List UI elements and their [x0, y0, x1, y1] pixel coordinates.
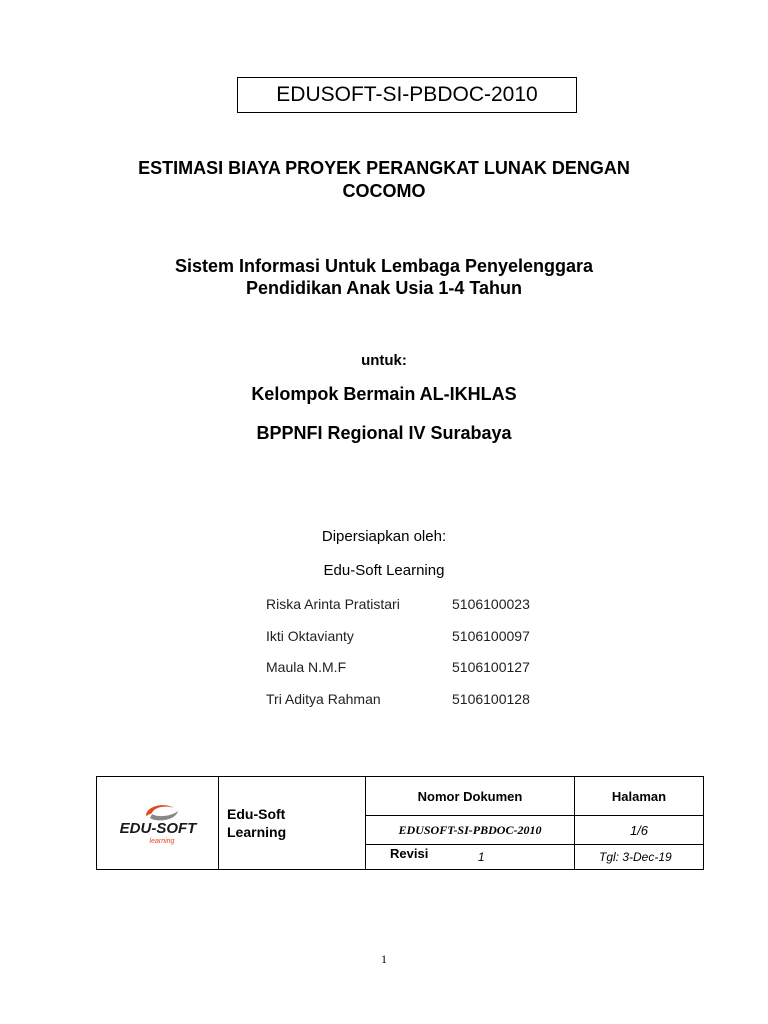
client-name: Kelompok Bermain AL-IKHLAS — [251, 384, 517, 404]
member-id: 5106100128 — [452, 690, 530, 707]
subtitle-line-2: Pendidikan Anak Usia 1-4 Tahun — [245, 278, 523, 298]
page-value: 1/6 — [575, 816, 704, 845]
member-id: 5106100023 — [452, 596, 530, 612]
title-line-1: ESTIMASI BIAYA PROYEK PERANGKAT LUNAK DENGAN — [138, 158, 630, 178]
document-subtitle — [0, 255, 768, 299]
logo-cell — [97, 777, 219, 870]
member-id: 5106100127 — [452, 659, 530, 675]
member-id: 5106100097 — [452, 627, 530, 644]
revision-value: 1 — [477, 850, 485, 864]
for-label: untuk: — [361, 352, 407, 369]
title-line-2: COCOMO — [342, 181, 426, 201]
date-cell: Tgl: 3-Dec-19 — [575, 845, 704, 870]
list-item — [266, 596, 572, 628]
member-name: Maula N.M.F — [266, 659, 347, 675]
prepared-by-label: Dipersiapkan oleh: — [321, 528, 447, 545]
document-number-header: Nomor Dokumen — [366, 777, 575, 816]
member-name: Tri Aditya Rahman — [266, 690, 381, 707]
footer-org-line-2: Learning — [227, 824, 287, 840]
page-header: Halaman — [575, 777, 704, 816]
team-members-list — [266, 596, 572, 722]
page-number: 1 — [381, 952, 387, 966]
list-item — [266, 691, 572, 723]
member-name: Ikti Oktavianty — [266, 627, 354, 644]
footer-organization-cell — [219, 777, 366, 870]
document-code-box: EDUSOFT-SI-PBDOC-2010 — [237, 77, 577, 113]
edu-soft-logo — [102, 796, 214, 846]
footer-org-line-1: Edu-Soft — [227, 806, 286, 822]
client-organization: BPPNFI Regional IV Surabaya — [256, 423, 512, 443]
document-title — [0, 157, 768, 203]
list-item — [266, 659, 572, 691]
list-item — [266, 628, 572, 660]
revision-cell — [366, 845, 575, 870]
logo-text: EDU-SOFT — [119, 819, 196, 837]
logo-subtext: learning — [149, 837, 174, 845]
logo-swoosh-red — [146, 805, 174, 816]
document-number-value: EDUSOFT-SI-PBDOC-2010 — [366, 816, 575, 845]
logo-swoosh-gray — [150, 811, 178, 820]
revision-label: Revisi — [390, 846, 429, 861]
member-name: Riska Arinta Pratistari — [266, 596, 400, 612]
document-footer-table — [96, 776, 704, 870]
subtitle-line-1: Sistem Informasi Untuk Lembaga Penyelenggara — [174, 256, 594, 276]
organization-name: Edu-Soft Learning — [323, 562, 445, 579]
